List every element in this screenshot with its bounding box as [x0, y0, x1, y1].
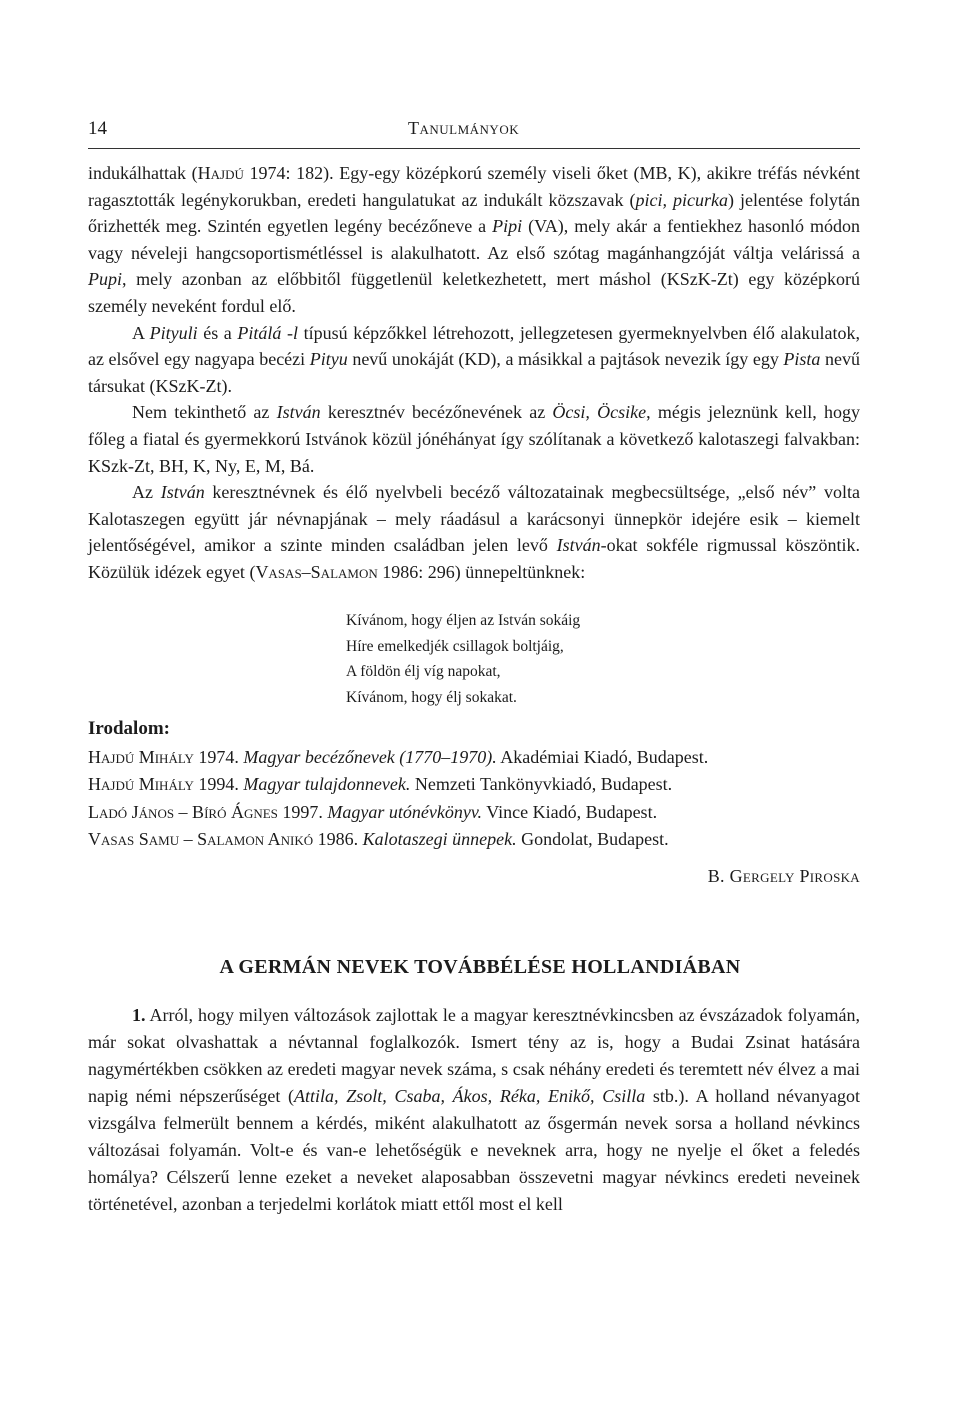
italic-text: Kalotaszegi ünnepek.	[362, 829, 517, 850]
italic-text: Pityuli	[149, 322, 198, 343]
poem-line: Kívánom, hogy élj sokakat.	[346, 688, 517, 706]
text-run: Vince Kiadó, Budapest.	[482, 801, 658, 822]
text-run: Nem tekinthető az	[132, 402, 277, 423]
poem-line: A földön élj víg napokat,	[346, 663, 501, 680]
references-list	[88, 744, 868, 854]
text-run: nevű társukat (KSzK-Zt).	[88, 349, 860, 396]
paragraph	[88, 1002, 860, 1218]
text-run: 1986.	[313, 829, 363, 850]
text-run: 1986: 296) ünnepeltünknek:	[377, 561, 586, 582]
text-run: keresztnévnek és élő nyelvbeli becéző változatainak megbecsültsége, „első név” volta Kalotaszegen együtt jár névnapjának – mely ráadásul a karácsonyi ünnepkör idejére esik – kiemelt jelentőségével, amikor a szinte minden családban jelen levő	[88, 482, 860, 556]
reference-entry	[88, 771, 868, 798]
running-title: Tanulmányok	[408, 118, 520, 138]
reference-entry	[88, 744, 868, 771]
italic-text: István	[160, 482, 205, 503]
text-run: 1974: 182). Egy-egy középkorú személy viseli őket (MB, K), akikre tréfás névként ragasztották legénykorukban, eredeti hangulatukat az indukált közszavak (	[88, 163, 860, 210]
italic-text: Magyar utónévkönyv.	[327, 801, 483, 822]
text-run: -okat sokféle rigmussal köszöntik. Közülük idézek egyet (	[88, 535, 860, 582]
text-run: (VA), mely akár a fentiekhez hasonló módon vagy néveleji hangcsoportismétléssel is alakulhatott. Az első szótag magánhangzóját váltja velárissá a	[88, 216, 860, 263]
small-caps-text: Hajdú Mihály	[88, 747, 194, 767]
text-run: 1974.	[193, 747, 244, 767]
italic-text: Magyar tulajdonnevek.	[243, 774, 411, 795]
text-run: 1997.	[277, 801, 328, 822]
paragraph	[88, 399, 860, 479]
italic-text: pici, picurka	[635, 189, 728, 210]
section-title: A GERMÁN NEVEK TOVÁBBÉLÉSE HOLLANDIÁBAN	[219, 956, 741, 978]
text-run: , mely azonban az előbbitől függetlenül keletkezhetett, mert máshol (KSzK-Zt) egy középkorú személy neveként fordul elő.	[88, 269, 860, 316]
paragraph	[88, 320, 860, 400]
text-run: nevű unokáját (KD), a másikkal a pajtások nevezik így egy	[347, 349, 784, 370]
small-caps-text: Vasas Samu – Salamon Anikó	[88, 829, 314, 850]
poem-line: Kívánom, hogy éljen az István sokáig	[346, 612, 581, 629]
small-caps-text: Hajdú Mihály	[88, 774, 194, 795]
poem-quote	[346, 608, 580, 710]
section-body	[88, 1002, 860, 1218]
text-run: Az	[132, 482, 161, 503]
page-header	[88, 112, 860, 149]
italic-text: Pitálá -l	[237, 322, 298, 343]
italic-text: Pupi	[88, 269, 122, 290]
text-run: indukálhattak (	[88, 163, 198, 183]
page-number: 14	[88, 118, 107, 139]
italic-text: Pityu	[309, 349, 348, 370]
text-run: Nemzeti Tankönyvkiadó, Budapest.	[410, 774, 673, 795]
text-run: 1994.	[193, 774, 244, 795]
author-signature: B. Gergely Piroska	[707, 866, 860, 886]
text-run: és a	[197, 322, 238, 343]
text-run: típusú képzőkkel létrehozott, jellegzetesen gyermeknyelvben élő alakulatok, az elsővel egy nagyapa becézi	[88, 322, 860, 370]
italic-text: István	[556, 535, 601, 556]
paragraph	[88, 160, 860, 320]
references-heading: Irodalom:	[88, 718, 170, 739]
italic-text: István	[276, 402, 321, 423]
small-caps-text: Vasas–Salamon	[255, 561, 378, 582]
reference-entry	[88, 826, 868, 853]
article-body	[88, 160, 860, 586]
italic-text: Öcsi, Öcsike	[552, 402, 647, 423]
paragraph	[88, 479, 860, 585]
italic-text: Pista	[783, 349, 821, 370]
poem-line: Híre emelkedjék csillagok boltjáig,	[346, 637, 564, 655]
text-run: Gondolat, Budapest.	[516, 829, 669, 850]
text-run: 1.	[132, 1005, 146, 1025]
small-caps-text: Hajdú	[197, 163, 244, 183]
italic-text: Attila, Zsolt, Csaba, Ákos, Réka, Enikő, Csilla	[294, 1086, 646, 1106]
text-run: A	[132, 322, 150, 343]
text-run: stb.). A holland névanyagot vizsgálva felmerült bennem a kérdés, miként alakulhatott az ősgermán nevek sorsa a holland névkincs változásai folyamán. Volt-e és van-e lehetőségük e neveknek arra, hogy ne nyelje el őket a feledés homálya? Célszerű lenne ezeket a neveket alaposabban összevetni magyar névkincs eredeti neveinek történetével, azonban a terjedelmi korlátok miatt ettől most el kell	[88, 1086, 860, 1214]
italic-text: Magyar becézőnevek (1770–1970).	[243, 747, 497, 767]
text-run: ) jelentése folytán őrizhették meg. Szintén egyetlen legény becézőneve a	[88, 189, 860, 237]
text-run: keresztnév becézőnevének az	[320, 402, 553, 423]
text-run: Arról, hogy milyen változások zajlottak le a magyar keresztnévkincsben az évszázadok folyamán, már sokat olvashattak a névtannal foglalkozók. Ismert tény az is, hogy a Budai Zsinat hatására nagymértékben csökken az eredeti magyar nevek száma, s csak néhány eredeti és teremtett név élvez a mai napig némi népszerűséget (	[88, 1005, 860, 1106]
italic-text: Pipi	[492, 216, 523, 237]
text-run: , mégis jeleznünk kell, hogy főleg a fiatal és gyermekkorú Istvánok közül jónéhányat így szólítanak a következő kalotaszegi falvakban: KSzk-Zt, BH, K, Ny, E, M, Bá.	[88, 402, 860, 476]
small-caps-text: Ladó János – Bíró Ágnes	[88, 801, 278, 822]
reference-entry	[88, 799, 868, 826]
text-run: Akadémiai Kiadó, Budapest.	[496, 747, 709, 767]
